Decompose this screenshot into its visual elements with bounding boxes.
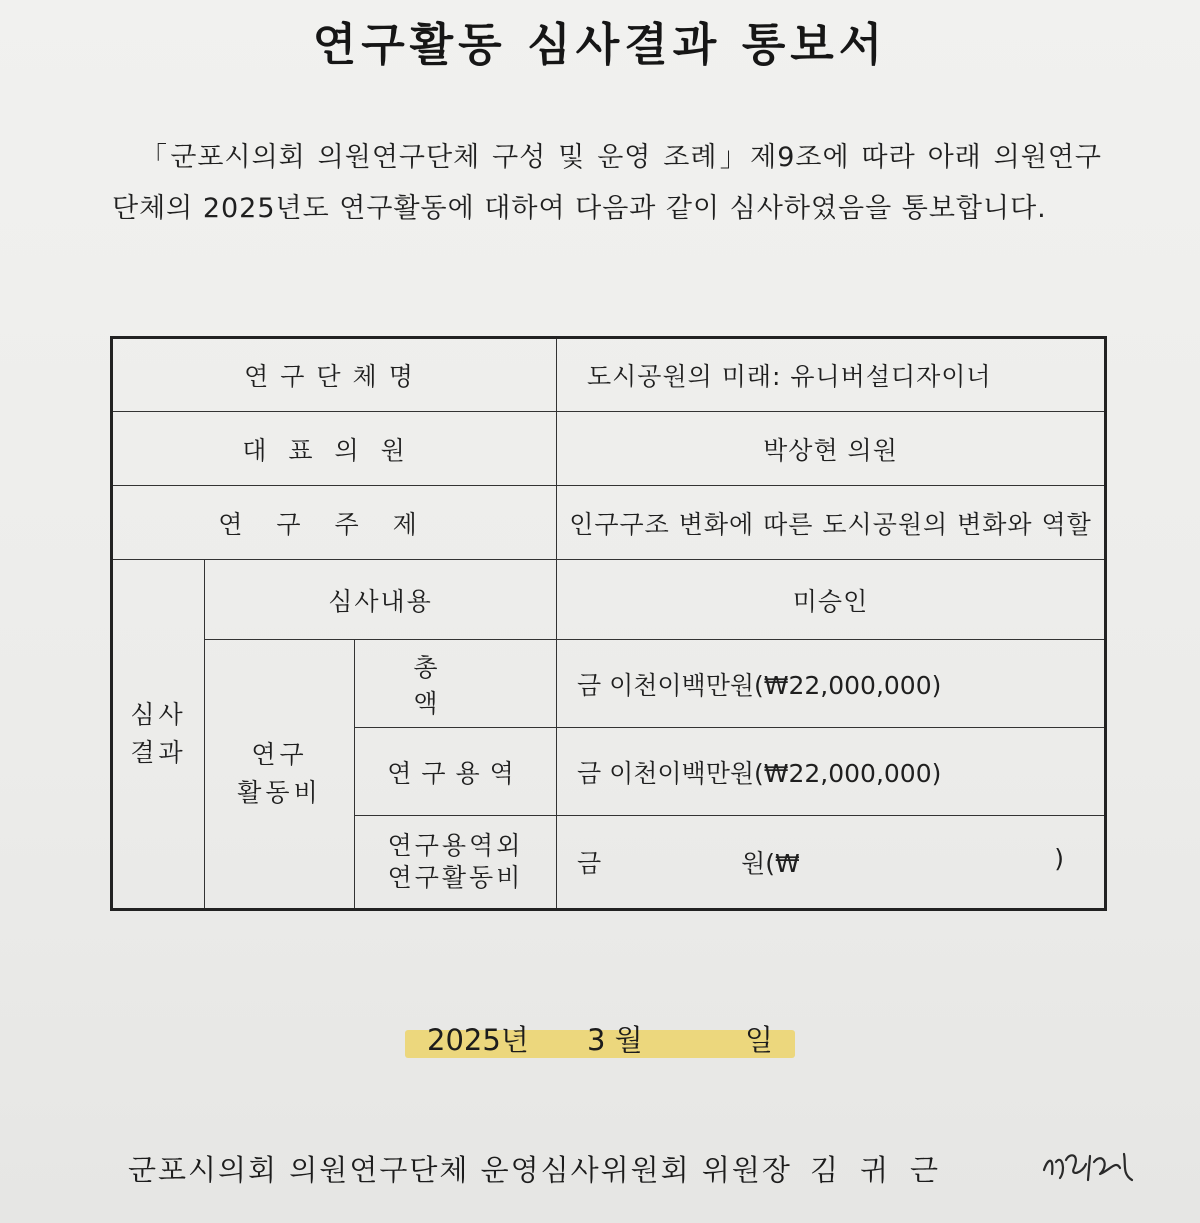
representative-label: 대표의원	[112, 412, 557, 486]
service-value: 금 이천이백만원(₩22,000,000)	[557, 728, 1106, 816]
handwritten-signature-icon	[1040, 1140, 1140, 1190]
total-value: 금 이천이백만원(₩22,000,000)	[557, 640, 1106, 728]
footer-signature-line	[128, 1148, 960, 1189]
footer-organization: 군포시의회 의원연구단체 운영심사위원회 위원장	[128, 1153, 792, 1187]
representative-value: 박상현 의원	[557, 412, 1106, 486]
other-value-suffix: )	[1054, 844, 1064, 873]
group-name-value: 도시공원의 미래: 유니버설디자이너	[557, 338, 1106, 412]
expense-label-line1: 연구	[251, 740, 308, 769]
other-value-row	[577, 844, 1104, 880]
group-name-label: 연구단체명	[112, 338, 557, 412]
date-line	[405, 1018, 795, 1058]
expense-label-line2: 활동비	[237, 778, 322, 807]
date-month: 3 월	[587, 1022, 643, 1057]
table-row-review-content	[112, 560, 1106, 640]
review-content-value: 미승인	[557, 560, 1106, 640]
other-label-line2: 연구활동비	[387, 863, 524, 892]
other-value	[557, 816, 1106, 910]
table-row-group-name	[112, 338, 1106, 412]
review-result-table	[110, 336, 1107, 911]
other-label	[355, 816, 557, 910]
table-row-topic	[112, 486, 1106, 560]
topic-value: 인구구조 변화에 따른 도시공원의 변화와 역할	[557, 486, 1106, 560]
table-row-total	[112, 640, 1106, 728]
table-row-representative	[112, 412, 1106, 486]
other-value-mid: 원(₩	[741, 849, 800, 878]
other-label-line1: 연구용역외	[387, 831, 524, 860]
date-year: 2025년	[427, 1022, 529, 1057]
review-content-label: 심사내용	[205, 560, 557, 640]
date-area	[405, 1022, 795, 1060]
service-label: 연구용역	[355, 728, 557, 816]
intro-paragraph: 「군포시의회 의원연구단체 구성 및 운영 조례」제9조에 따라 아래 의원연구단체의 2025년도 연구활동에 대하여 다음과 같이 심사하였음을 통보합니다.	[112, 142, 1102, 224]
document-title: 연구활동 심사결과 통보서	[312, 18, 888, 71]
review-label-line1: 심사	[130, 700, 187, 729]
review-label-line2: 결과	[130, 738, 187, 767]
total-label: 총 액	[355, 640, 557, 728]
review-result-label	[112, 560, 205, 910]
other-value-prefix: 금	[577, 849, 602, 878]
chair-name: 김귀근	[809, 1153, 960, 1187]
topic-label: 연구주제	[112, 486, 557, 560]
date-day: 일	[745, 1022, 774, 1057]
expense-label	[205, 640, 355, 910]
